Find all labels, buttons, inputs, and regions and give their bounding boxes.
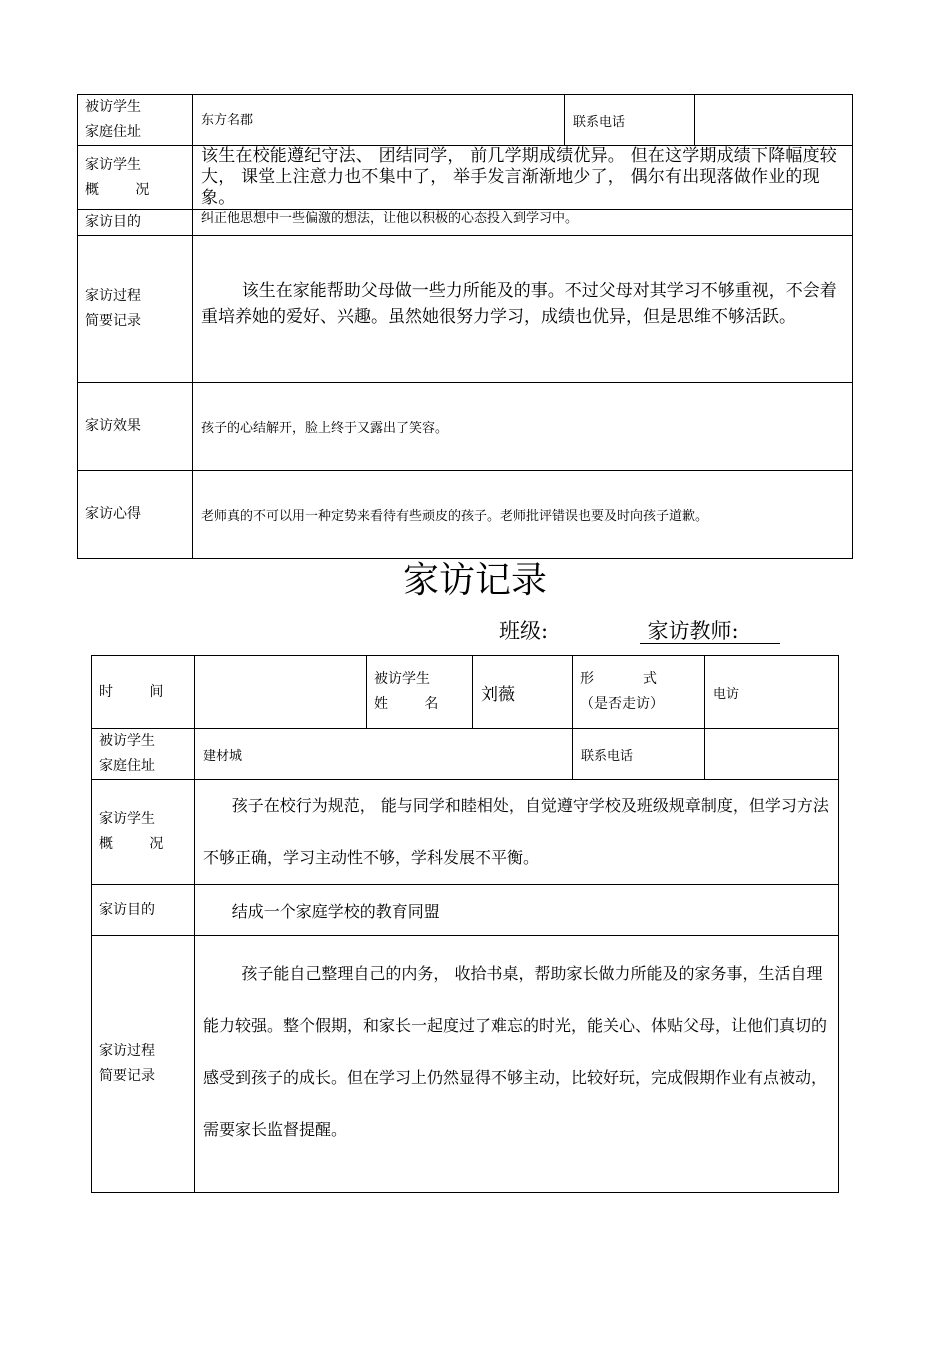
situation-text-2: 孩子在校行为规范， 能与同学和睦相处，自觉遵守学校及班级规章制度，但学习方法不够正确，学习主动性不够，学科发展不平衡。 <box>195 780 839 885</box>
purpose-text: 纠正他思想中一些偏激的想法，让他以积极的心态投入到学习中。 <box>193 210 853 236</box>
effect-label: 家访效果 <box>78 383 193 471</box>
form-label: 形 式 （是否走访） <box>573 656 705 729</box>
visit-record-table-2 <box>91 655 839 1193</box>
insight-label: 家访心得 <box>78 471 193 559</box>
class-label: 班级: <box>499 619 549 643</box>
purpose-label: 家访目的 <box>78 210 193 236</box>
effect-text: 孩子的心结解开，脸上终于又露出了笑容。 <box>193 383 853 471</box>
situation-label-line1: 家访学生 <box>85 156 141 173</box>
insight-text: 老师真的不可以用一种定势来看待有些顽皮的孩子。老师批评错误也要及时向孩子道歉。 <box>193 471 853 559</box>
process-label-2: 家访过程 简要记录 <box>92 936 195 1193</box>
visit-record-table-1 <box>77 94 853 559</box>
teacher-underline <box>640 643 780 644</box>
process-text: 该生在家能帮助父母做一些力所能及的事。不过父母对其学习不够重视，不会着重培养她的爱好、兴趣。虽然她很努力学习，成绩也优异，但是思维不够活跃。 <box>193 236 853 383</box>
address-value-2: 建材城 <box>195 729 573 780</box>
situation-text: 该生在校能遵纪守法、 团结同学， 前几学期成绩优异。 但在这学期成绩下降幅度较大， 课堂上注意力也不集中了， 举手发言渐渐地少了， 偶尔有出现落做作业的现象。 <box>193 146 853 210</box>
teacher-label: 家访教师: <box>647 619 739 643</box>
purpose-text-2: 结成一个家庭学校的教育同盟 <box>195 885 839 936</box>
situation-label-line2: 概 况 <box>85 181 150 198</box>
address-label-2: 被访学生 家庭住址 <box>92 729 195 780</box>
process-label: 家访过程 简要记录 <box>78 236 193 383</box>
time-value <box>195 656 367 729</box>
address-label: 被访学生 家庭住址 <box>78 95 193 146</box>
subtitle-line <box>499 617 739 645</box>
student-name: 刘薇 <box>473 656 573 729</box>
form-value: 电访 <box>705 656 839 729</box>
phone-label: 联系电话 <box>565 95 695 146</box>
situation-label <box>78 146 193 210</box>
phone-value-2 <box>705 729 839 780</box>
process-text-2: 孩子能自己整理自己的内务， 收拾书桌，帮助家长做力所能及的家务事，生活自理能力较强。整个假期，和家长一起度过了难忘的时光，能关心、体贴父母，让他们真切的感受到孩子的成长。但在学习上仍然显得不够主动，比较好玩，完成假期作业有点被动，需要家长监督提醒。 <box>195 936 839 1193</box>
phone-value <box>695 95 853 146</box>
purpose-label-2: 家访目的 <box>92 885 195 936</box>
name-label: 被访学生 姓 名 <box>367 656 473 729</box>
address-value: 东方名郡 <box>193 95 565 146</box>
situation-label-2: 家访学生 概 况 <box>92 780 195 885</box>
page-title: 家访记录 <box>402 560 547 601</box>
phone-label-2: 联系电话 <box>573 729 705 780</box>
time-label: 时 间 <box>92 656 195 729</box>
